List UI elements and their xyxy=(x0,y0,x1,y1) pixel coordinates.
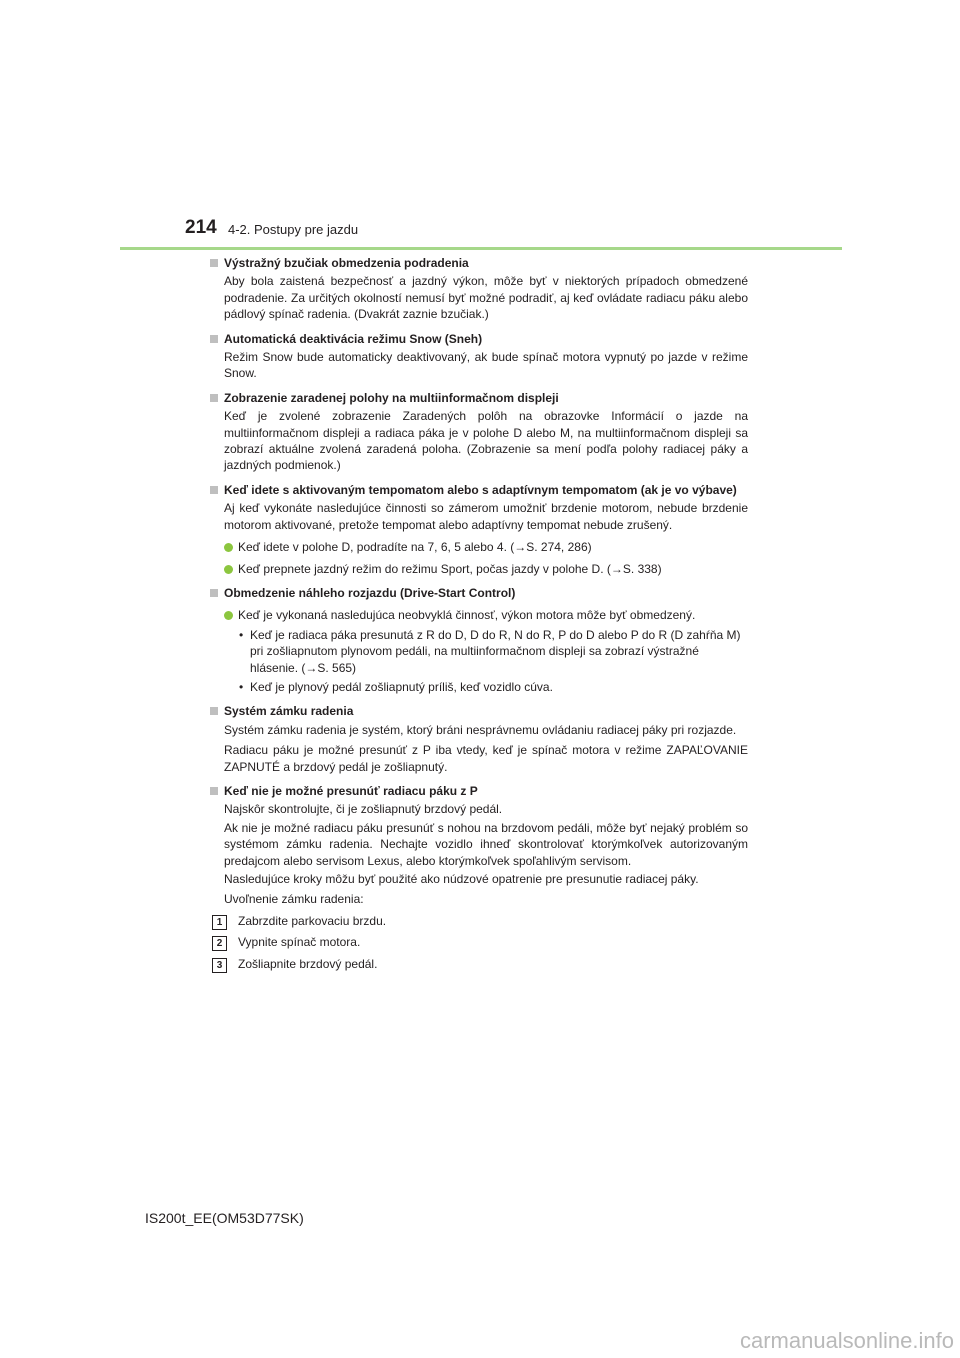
paragraph: Radiacu páku je možné presunúť z P iba vtedy, keď je spínač motora v režime ZAPAĽOVANIE ZAPNUTÉ a brzdový pedál je zošliapnutý. xyxy=(224,743,748,774)
paragraph: Režim Snow bude automaticky deaktivovaný, ak bude spínač motora vypnutý po jazde v režime Snow. xyxy=(224,350,748,381)
paragraph: Najskôr skontrolujte, či je zošliapnutý brzdový pedál. xyxy=(224,802,503,817)
square-bullet-icon xyxy=(210,394,218,402)
circle-bullet-icon xyxy=(224,611,233,620)
list-item: Keď idete v polohe D, podradíte na 7, 6, 5 alebo 4. (→S. 274, 286) xyxy=(208,539,748,555)
section-heading: Keď idete s aktivovaným tempomatom alebo s adaptívnym tempomatom (ak je vo výbave) xyxy=(208,482,748,498)
paragraph: Nasledujúce kroky môžu byť použité ako núdzové opatrenie pre presunutie radiacej páky. xyxy=(224,872,699,886)
circle-bullet-icon xyxy=(224,565,233,574)
list-item: Keď prepnete jazdný režim do režimu Sport, počas jazdy v polohe D. (→S. 338) xyxy=(208,561,748,577)
sub-list-item: • Keď je plynový pedál zošliapnutý príliš, keď vozidlo cúva. xyxy=(239,679,553,694)
section-heading: Keď nie je možné presunúť radiacu páku z P xyxy=(208,783,748,799)
paragraph: Systém zámku radenia je systém, ktorý bráni nesprávnemu ovládaniu radiacej páky pri rozjazde. xyxy=(224,722,737,737)
document-code: IS200t_EE(OM53D77SK) xyxy=(145,1210,304,1226)
page-header xyxy=(120,215,842,250)
square-bullet-icon xyxy=(210,787,218,795)
section-title: 4-2. Postupy pre jazdu xyxy=(228,222,359,237)
section-heading: Automatická deaktivácia režimu Snow (Sneh) xyxy=(208,331,748,347)
square-bullet-icon xyxy=(210,589,218,597)
square-bullet-icon xyxy=(210,707,218,715)
step-number: 3 xyxy=(212,958,227,973)
watermark: carmanualsonline.info xyxy=(739,1328,954,1353)
small-dot-icon: • xyxy=(239,679,244,694)
paragraph: Aj keď vykonáte nasledujúce činnosti so zámerom umožniť brzdenie motorom, nebude brzdenie motorom aktivované, pretože tempomat alebo adaptívny tempomat nebude zrušený. xyxy=(224,501,748,532)
paragraph: Aby bola zaistená bezpečnosť a jazdný výkon, môže byť v niektorých prípadoch obmedzené podradenie. Za určitých okolností nemusí byť možné podradiť, aj keď ovládate radiacu páku alebo pádlový spínač radenia. (Dvakrát zaznie bzučiak.) xyxy=(224,274,748,322)
list-item: Keď je vykonaná nasledujúca neobvyklá činnosť, výkon motora môže byť obmedzený. xyxy=(208,607,748,623)
section-heading: Obmedzenie náhleho rozjazdu (Drive-Start Control) xyxy=(208,585,748,601)
paragraph: Uvoľnenie zámku radenia: xyxy=(224,892,364,907)
sub-list-item: • Keď je radiaca páka presunutá z R do D, D do R, N do R, P do D alebo P do R (D zahŕňa M) pri zošliapnutom plynovom pedáli, na multiinformačnom displeji sa zobrazí výstražné hlásenie. (→S. 565) xyxy=(239,627,741,675)
step-number: 2 xyxy=(212,936,227,951)
page-number: 214 xyxy=(185,217,217,238)
square-bullet-icon xyxy=(210,486,218,494)
square-bullet-icon xyxy=(210,259,218,267)
step-number: 1 xyxy=(212,915,227,930)
step-item: 1 Zabrzdite parkovaciu brzdu. xyxy=(208,913,748,929)
section-heading: Systém zámku radenia xyxy=(208,703,748,719)
paragraph: Ak nie je možné radiacu páku presunúť s nohou na brzdovom pedáli, môže byť nejaký problém so systémom zámku radenia. Nechajte vozidlo ihneď skontrolovať ktorýmkoľvek autorizovaným predajcom alebo servisom Lexus, alebo ktorýmkoľvek spoľahlivým servisom. xyxy=(224,820,748,868)
paragraph: Keď je zvolené zobrazenie Zaradených polôh na obrazovke Informácií o jazde na multiinformačnom displeji a radiaca páka je v polohe D alebo M, na multiinformačnom displeji sa zobrazí aktuálne zvolená zaradená poloha. (Zobrazenie sa mení podľa polohy radiacej páky a jazdných podmienok.) xyxy=(224,409,748,473)
small-dot-icon: • xyxy=(239,627,244,642)
circle-bullet-icon xyxy=(224,543,233,552)
step-item: 3 Zošliapnite brzdový pedál. xyxy=(208,956,748,972)
section-heading: Zobrazenie zaradenej polohy na multiinformačnom displeji xyxy=(208,390,748,406)
page-content xyxy=(208,255,748,972)
step-item: 2 Vypnite spínač motora. xyxy=(208,934,748,950)
square-bullet-icon xyxy=(210,335,218,343)
section-heading: Výstražný bzučiak obmedzenia podradenia xyxy=(208,255,748,271)
